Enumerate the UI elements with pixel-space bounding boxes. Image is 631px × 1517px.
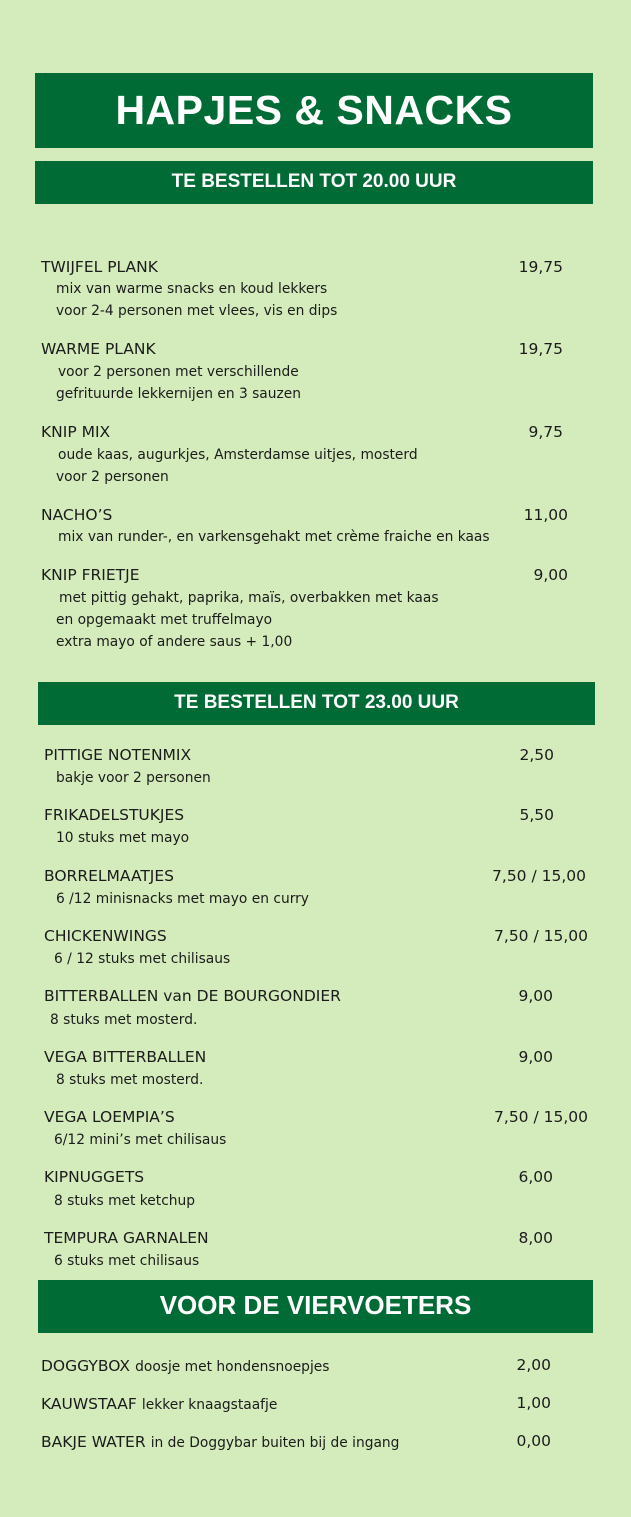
item-price: 9,00 [518,987,553,1005]
menu-item-tempura-garnalen [44,1229,553,1275]
item-price: 1,00 [516,1394,551,1412]
item-description: voor 2 personen [56,469,169,485]
item-description: 6 /12 minisnacks met mayo en curry [56,891,309,907]
item-name: VEGA BITTERBALLEN [44,1048,207,1066]
menu-item-knip-frietje [41,566,568,658]
item-name: NACHO’S [41,506,113,524]
item-description: voor 2 personen met verschillende [58,364,299,380]
item-price: 2,50 [519,746,554,764]
item-price: 0,00 [516,1432,551,1450]
menu-item-nachos [41,506,568,554]
section-header-20-uur: TE BESTELLEN TOT 20.00 UUR [35,161,593,204]
item-name: KNIP FRIETJE [41,566,140,584]
item-name: FRIKADELSTUKJES [44,806,185,824]
item-name: BORRELMAATJES [44,867,175,885]
item-name: TEMPURA GARNALEN [44,1229,209,1247]
item-name: CHICKENWINGS [44,927,167,945]
item-name: WARME PLANK [41,340,156,358]
menu-item-pittige-notenmix [44,746,554,792]
section-header-23-uur: TE BESTELLEN TOT 23.00 UUR [38,682,595,725]
item-description: gefrituurde lekkernijen en 3 sauzen [56,386,301,402]
item-price: 2,00 [516,1356,551,1374]
item-price: 7,50 / 15,00 [492,867,586,885]
item-name: TWIJFEL PLANK [41,258,158,276]
item-name: KAUWSTAAF [41,1395,137,1413]
item-price: 6,00 [518,1168,553,1186]
item-price: 9,75 [528,423,563,441]
menu-item-kauwstaaf [41,1394,551,1416]
item-description: 8 stuks met ketchup [54,1193,196,1209]
menu-item-vega-bitterballen [44,1048,553,1094]
item-name: KNIP MIX [41,423,111,441]
item-description: extra mayo of andere saus + 1,00 [56,634,293,650]
item-description: 10 stuks met mayo [56,830,190,846]
item-description: met pittig gehakt, paprika, maïs, overbakken met kaas [59,590,439,606]
item-name: VEGA LOEMPIA’S [44,1108,175,1126]
item-description: mix van warme snacks en koud lekkers [56,281,328,297]
section-header-viervoeters: VOOR DE VIERVOETERS [38,1280,593,1333]
item-description: 6 / 12 stuks met chilisaus [54,951,231,967]
item-description: 6 stuks met chilisaus [54,1253,200,1269]
item-price: 7,50 / 15,00 [494,927,588,945]
item-price: 11,00 [523,506,568,524]
item-name: PITTIGE NOTENMIX [44,746,192,764]
item-name: BITTERBALLEN van DE BOURGONDIER [44,987,341,1005]
item-description: bakje voor 2 personen [56,770,211,786]
item-description: doosje met hondensnoepjes [135,1359,330,1375]
item-description: en opgemaakt met truffelmayo [56,612,273,628]
menu-item-vega-loempias [44,1108,588,1154]
item-description: oude kaas, augurkjes, Amsterdamse uitjes, mosterd [58,447,418,463]
menu-item-knip-mix [41,423,563,493]
item-price: 19,75 [518,258,563,276]
item-description: in de Doggybar buiten bij de ingang [150,1435,400,1451]
item-name: DOGGYBOX [41,1357,131,1375]
menu-item-twijfel-plank [41,258,563,328]
item-name: BAKJE WATER [41,1433,146,1451]
menu-item-borrelmaatjes [44,867,586,913]
menu-item-warme-plank [41,340,563,410]
menu-item-bitterballen [44,987,553,1033]
item-name: KIPNUGGETS [44,1168,145,1186]
item-description: 6/12 mini’s met chilisaus [54,1132,227,1148]
menu-item-chickenwings [44,927,588,973]
menu-item-kipnuggets [44,1168,553,1214]
item-description: lekker knaagstaafje [141,1397,278,1413]
item-description: mix van runder-, en varkensgehakt met crème fraiche en kaas [58,529,490,545]
item-price: 19,75 [518,340,563,358]
item-description: 8 stuks met mosterd. [50,1012,198,1028]
item-price: 8,00 [518,1229,553,1247]
item-price: 9,00 [518,1048,553,1066]
page-title: HAPJES & SNACKS [35,73,593,148]
menu-item-doggybox [41,1356,551,1378]
item-price: 9,00 [533,566,568,584]
item-price: 7,50 / 15,00 [494,1108,588,1126]
item-description: voor 2-4 personen met vlees, vis en dips [56,303,338,319]
item-price: 5,50 [519,806,554,824]
menu-item-bakje-water [41,1432,551,1454]
item-description: 8 stuks met mosterd. [56,1072,204,1088]
menu-item-frikadelstukjes [44,806,554,852]
